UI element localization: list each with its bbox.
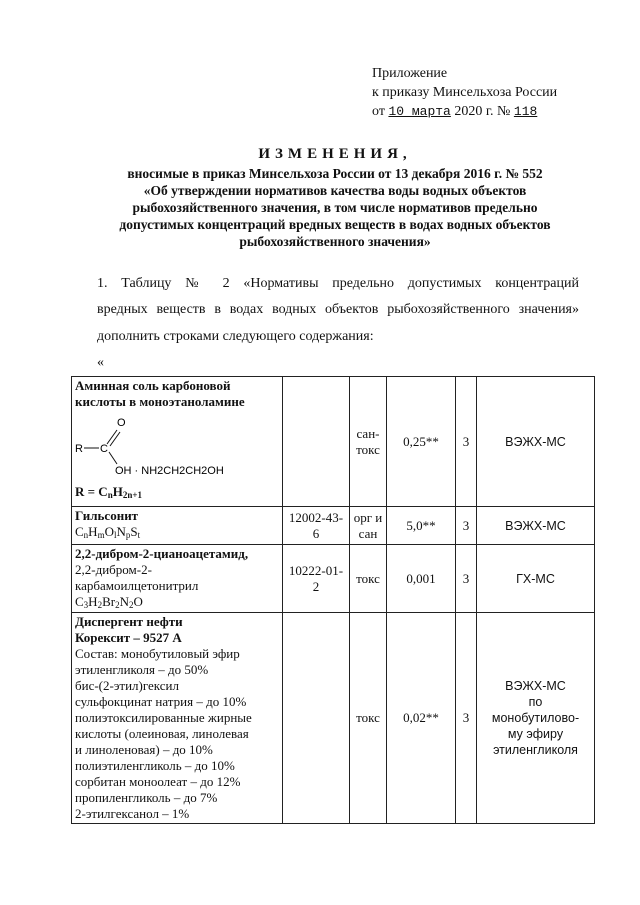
method-line: му эфиру [507, 727, 564, 741]
composition-line: этиленгликоля – до 50% [75, 662, 209, 677]
formula-r-definition [75, 484, 279, 500]
formula-tail: OH · NH2CH2CH2OH [115, 465, 224, 477]
f-sub: 2 [115, 600, 120, 610]
r-def-part: H [112, 484, 123, 499]
substance-name: 2,2-дибром-2-цианоацетамид, [75, 546, 249, 561]
date-year: 2020 г. № [454, 104, 511, 119]
title-line-2: «Об утверждении нормативов качества воды водных объектов [143, 183, 527, 198]
f-part: N [116, 524, 126, 539]
f-part: Br [102, 594, 116, 609]
hazard-class-cell: 3 [456, 507, 477, 545]
composition-line: кислоты (олеиновая, линолевая [75, 726, 249, 741]
paragraph-line-1: 1. Таблицу № 2 «Нормативы предельно допустимых концентраций [97, 276, 579, 291]
appendix-date-line [372, 102, 557, 121]
paragraph-line-3: дополнить строками следующего содержания: [97, 329, 374, 344]
date-prefix: от [372, 104, 385, 119]
f-part: H [88, 594, 98, 609]
composition-line: пропиленгликоль – до 7% [75, 790, 218, 805]
title-line-3: рыбохозяйственного значения, в том числе нормативов предельно [132, 200, 538, 215]
r-def-sub: 2n+1 [122, 490, 142, 500]
method-line: по [528, 695, 543, 709]
f-part: C [75, 524, 84, 539]
substance-name-cell [72, 613, 283, 824]
hazard-class-cell: 3 [456, 377, 477, 507]
formula-atom-o: O [117, 417, 126, 429]
formula-atom-c: C [100, 443, 108, 455]
limit-indicator-cell: сан-токс [350, 377, 387, 507]
limit-indicator-cell: токс [350, 545, 387, 613]
r-def-part: R = C [75, 484, 108, 499]
concentration-value-cell: 0,02** [387, 613, 456, 824]
f-sub: 3 [83, 600, 89, 610]
appendix-label: Приложение [372, 66, 448, 81]
table-row [72, 545, 595, 613]
composition-line: Состав: монобутиловый эфир [75, 646, 240, 661]
analysis-method-cell: ВЭЖХ-МС [477, 507, 595, 545]
limit-indicator-cell: токс [350, 613, 387, 824]
opening-quote: « [97, 355, 104, 370]
f-sub: m [97, 530, 105, 540]
limit-indicator-cell: орг и сан [350, 507, 387, 545]
table-row [72, 613, 595, 824]
substance-name: Аминная соль карбоновой [75, 378, 231, 393]
title-line-1: вносимые в приказ Минсельхоза России от 13 декабря 2016 г. № 552 [127, 166, 543, 181]
title-line-5: рыбохозяйственного значения» [239, 234, 431, 249]
f-part: N [119, 594, 129, 609]
hazard-class-cell: 3 [456, 613, 477, 824]
table-row [72, 377, 595, 507]
composition-line: полиэтиленгликоль – до 10% [75, 758, 235, 773]
appendix-header [372, 64, 557, 121]
f-sub: p [125, 530, 131, 540]
chemical-formula [75, 594, 279, 610]
f-sub: 2 [97, 600, 103, 610]
hazard-class-cell: 3 [456, 545, 477, 613]
f-sub: n [83, 530, 89, 540]
substance-name: Диспергент нефти [75, 614, 183, 629]
method-line: ВЭЖХ-МС [505, 679, 566, 693]
title-heading: ИЗМЕНЕНИЯ, [258, 146, 412, 162]
substance-name-cell [72, 377, 283, 507]
cas-number-cell: 12002-43-6 [283, 507, 350, 545]
composition-line: сульфокцинат натрия – до 10% [75, 694, 247, 709]
concentration-value-cell: 0,001 [387, 545, 456, 613]
composition-line: сорбитан моноолеат – до 12% [75, 774, 241, 789]
structural-formula [75, 412, 279, 478]
composition-line: бис-(2-этил)гексил [75, 678, 179, 693]
f-sub: t [137, 530, 141, 540]
f-part: S [130, 524, 138, 539]
composition-line: полиэтоксилированные жирные [75, 710, 252, 725]
f-sub: 2 [128, 600, 134, 610]
appendix-order: к приказу Минсельхоза России [372, 85, 558, 100]
composition-line: и линоленовая) – до 10% [75, 742, 213, 757]
method-line: этиленгликоля [493, 743, 578, 757]
document-title [70, 146, 600, 250]
r-def-sub: n [107, 490, 113, 500]
analysis-method-cell: ГХ-МС [477, 545, 595, 613]
method-line: монобутилово- [491, 711, 580, 725]
formula-atom-r: R [75, 443, 83, 455]
composition-line: 2-этилгексанол – 1% [75, 806, 190, 821]
chemical-formula [75, 524, 279, 540]
substance-name-cell [72, 545, 283, 613]
handwritten-number: 118 [513, 104, 538, 119]
substance-name: Гильсонит [75, 508, 139, 523]
table-row [72, 507, 595, 545]
paragraph-line-2: вредных веществ в водах водных объектов рыбохозяйственного значения» [97, 302, 579, 317]
cas-number-cell: 10222-01-2 [283, 545, 350, 613]
f-part: C [75, 594, 84, 609]
f-part: O [104, 524, 114, 539]
cas-number-cell [283, 377, 350, 507]
analysis-method-cell [477, 613, 595, 824]
f-sub: l [113, 530, 117, 540]
title-line-4: допустимых концентраций вредных веществ в водах водных объектов [119, 217, 551, 232]
substance-synonym: 2,2-дибром-2- [75, 562, 152, 577]
f-part: O [133, 594, 143, 609]
cas-number-cell [283, 613, 350, 824]
concentration-value-cell: 5,0** [387, 507, 456, 545]
concentration-value-cell: 0,25** [387, 377, 456, 507]
substance-name: Корексит – 9527 А [75, 630, 182, 645]
substance-name: кислоты в моноэтаноламине [75, 394, 245, 409]
handwritten-date: 10 марта [388, 104, 451, 119]
substances-table [71, 376, 595, 824]
f-part: H [88, 524, 98, 539]
substance-synonym: карбамоилцетонитрил [75, 578, 199, 593]
analysis-method-cell: ВЭЖХ-МС [477, 377, 595, 507]
substance-name-cell [72, 507, 283, 545]
